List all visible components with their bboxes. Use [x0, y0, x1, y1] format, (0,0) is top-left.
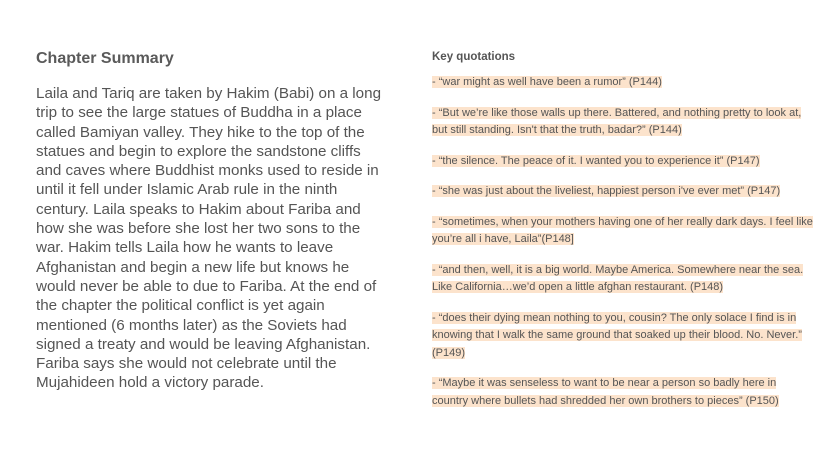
key-quotations-title: Key quotations — [432, 51, 516, 63]
quotation-text: - “and then, well, it is a big world. Maybe America. Somewhere near the sea. Like California…we’d open a little afghan restaurant. (P148) — [432, 263, 804, 293]
quotation-item — [432, 74, 814, 92]
quotation-item — [432, 375, 814, 410]
quotation-item — [432, 105, 814, 140]
quotation-item — [432, 153, 814, 171]
quotation-item — [432, 214, 814, 249]
quotation-item — [432, 183, 814, 201]
quotation-text: - “sometimes, when your mothers having one of her really dark days. I feel like you’re all i have, Laila”(P148] — [432, 215, 813, 245]
quotation-text: - “war might as well have been a rumor” (P144) — [432, 76, 662, 88]
quotation-text: - “does their dying mean nothing to you, cousin? The only solace I find is in knowing that I walk the same ground that soaked up their blood. No. Never.” (P149) — [432, 311, 802, 359]
quotation-text: - “Maybe it was senseless to want to be near a person so badly here in country where bullets had shredded her own brothers to pieces” (P150) — [432, 377, 779, 407]
chapter-summary-body: Laila and Tariq are taken by Hakim (Babi) on a long trip to see the large statues of Buddha in a place called Bamiyan valley. They hike to the top of the statues and begin to explore the sandstone cliffs and caves where Buddhist monks used to reside in until it fell under Islamic Arab rule in the ninth century. Laila speaks to Hakim about Fariba and how she was before she lost her two sons to the war. Hakim tells Laila how he wants to leave Afghanistan and begin a new life but knows he would never be able to due to Fariba. At the end of the chapter the political conflict is yet again mentioned (6 months later) as the Soviets had signed a treaty and would be leaving Afghanistan. Fariba says she would not celebrate until the Mujahideen hold a victory parade. — [36, 85, 382, 392]
quotation-text: - “the silence. The peace of it. I wanted you to experience it” (P147) — [432, 154, 760, 167]
quotation-text: - “she was just about the liveliest, happiest person i've ever met” (P147) — [432, 185, 781, 197]
quotation-item — [432, 262, 814, 297]
chapter-summary-title: Chapter Summary — [36, 50, 174, 67]
quotation-item — [432, 310, 814, 363]
chapter-summary-section — [36, 48, 386, 393]
quotation-list — [432, 74, 814, 410]
quotation-text: - “But we’re like those walls up there. Battered, and nothing pretty to look at, but still standing. Isn't that the truth, badar?” (P144) — [432, 106, 802, 136]
key-quotations-section — [432, 50, 814, 423]
